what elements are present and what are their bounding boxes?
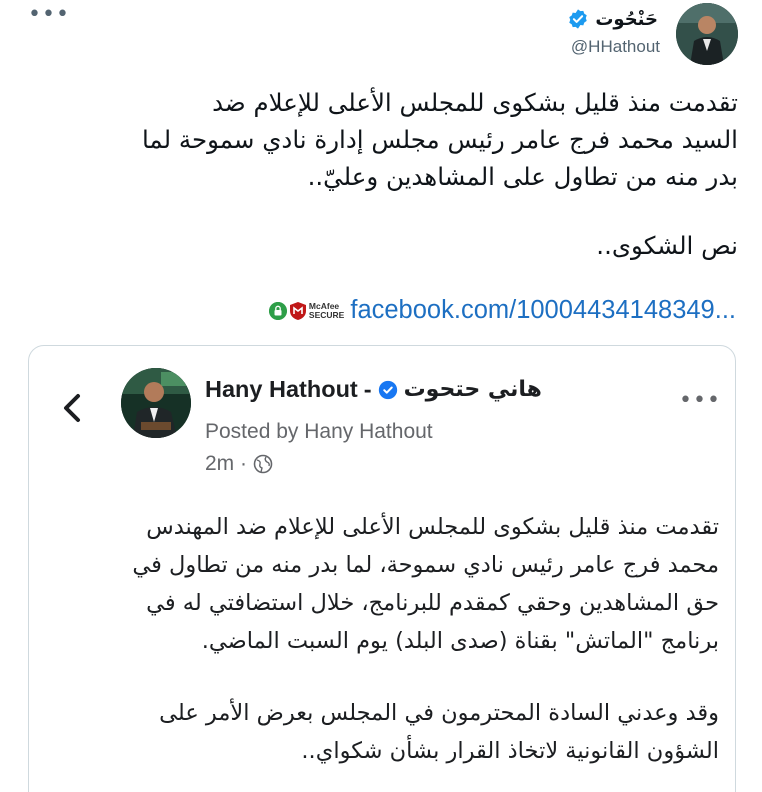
tweet-text-spacer [38,195,738,227]
mcafee-secure-badge [269,302,344,320]
posted-by-label: Posted by Hany Hathout [205,420,433,443]
card-title-separator: - [363,376,372,402]
tweet-text [38,84,738,264]
tweet-text-line: السيد محمد فرج عامر رئيس مجلس إدارة نادي سموحة لما [141,125,738,154]
card-author-name-en[interactable]: Hany Hathout [205,376,358,402]
post-time-row [205,452,273,476]
author-name[interactable]: حَنْحُوت [595,8,658,30]
tweet-text-line: بدر منه من تطاول على المشاهدين وعليّ.. [307,162,738,191]
card-text-spacer [39,660,719,694]
card-text-line: برنامج "الماتش" بقناة (صدى البلد) يوم السبت الماضي. [201,628,719,654]
card-text-line: حق المشاهدين وحقي كمقدم للبرنامج، خلال استضافتي له في [146,590,719,616]
card-title[interactable] [205,376,542,403]
globe-icon [253,454,273,474]
post-time[interactable]: 2m · [205,452,247,475]
verified-badge-icon [378,380,398,400]
mcafee-label-line1: McAfee [308,300,340,311]
author-avatar[interactable] [676,3,738,65]
tweet-link-row[interactable] [269,296,736,325]
chevron-left-icon[interactable] [59,390,87,426]
more-options-icon[interactable]: ••• [28,2,70,27]
facebook-link[interactable]: facebook.com/10004434148349... [350,296,736,324]
verified-badge-icon [567,8,589,30]
card-text-line: محمد فرج عامر رئيس نادي سموحة، لما بدر منه من تطاول في [132,552,719,578]
card-avatar[interactable] [121,368,191,438]
author-handle[interactable]: @HHathout [570,37,660,56]
card-author-name-ar[interactable]: هاني حتحوت [403,377,542,402]
mcafee-label [309,302,344,320]
mcafee-shield-icon [290,302,306,320]
card-text-line: الشؤون القانونية لاتخاذ القرار بشأن شكواي.. [301,738,719,764]
embedded-post-card[interactable] [28,345,736,792]
card-more-options-icon[interactable]: ••• [679,388,721,413]
lock-icon [269,302,287,320]
card-post-text [39,508,719,770]
author-name-row[interactable] [567,8,658,30]
tweet-text-line: نص الشكوى.. [596,231,738,260]
card-text-line: وقد وعدني السادة المحترمون في المجلس بعرض الأمر على [159,700,719,726]
card-text-line: تقدمت منذ قليل بشكوى للمجلس الأعلى للإعلام ضد المهندس [146,514,719,540]
tweet-text-line: تقدمت منذ قليل بشكوى للمجلس الأعلى للإعلام ضد [212,88,738,117]
mcafee-label-line2: SECURE [308,309,345,320]
